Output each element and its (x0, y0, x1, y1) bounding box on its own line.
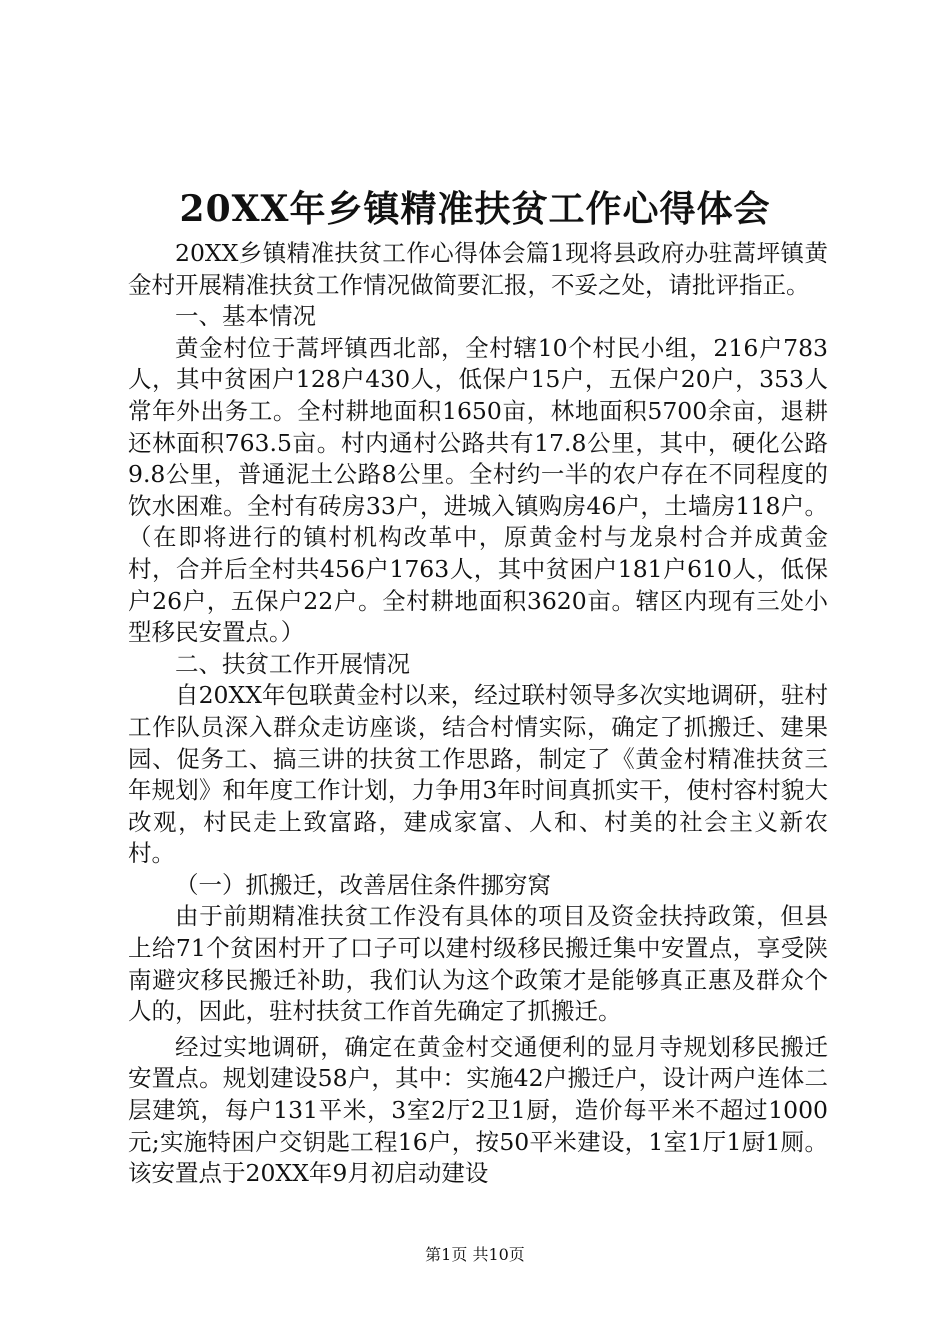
document-title: 20XX年乡镇精准扶贫工作心得体会 (179, 188, 771, 230)
document-body (128, 238, 828, 1190)
paragraph-relocation-policy: 由于前期精准扶贫工作没有具体的项目及资金扶持政策，但县上给71个贫困村开了口子可以建村级移民搬迁集中安置点，享受陕南避灾移民搬迁补助，我们认为这个政策才是能够真正惠及群众个人的，因此，驻村扶贫工作首先确定了抓搬迁。 (128, 902, 828, 1026)
paragraph-relocation-plan: 经过实地调研，确定在黄金村交通便利的显月寺规划移民搬迁安置点。规划建设58户，其中：实施42户搬迁户，设计两户连体二层建筑，每户131平米，3室2厅2卫1厨，造价每平米不超过1000元;实施特困户交钥匙工程16户，按50平米建设，1室1厅1厨1厕。该安置点于20XX年9月初启动建设 (128, 1032, 828, 1188)
section-heading-basic: 一、基本情况 (175, 302, 316, 331)
paragraph-intro: 20XX乡镇精准扶贫工作心得体会篇1现将县政府办驻蒿坪镇黄金村开展精准扶贫工作情况做简要汇报，不妥之处，请批评指正。 (128, 239, 828, 299)
page-number: 第1页 共10页 (425, 1245, 525, 1264)
subsection-heading-relocation: （一）抓搬迁，改善居住条件挪穷窝 (175, 870, 551, 899)
section-heading-work: 二、扶贫工作开展情况 (175, 649, 410, 678)
paragraph-basic-info: 黄金村位于蒿坪镇西北部，全村辖10个村民小组，216户783人，其中贫困户128户430人，低保户15户，五保户20户，353人常年外出务工。全村耕地面积1650亩，林地面积5700余亩，退耕还林面积763.5亩。村内通村公路共有17.8公里，其中，硬化公路9.8公里，普通泥土公路8公里。全村约一半的农户存在不同程度的饮水困难。全村有砖房33户，进城入镇购房46户，土墙房118户。（在即将进行的镇村机构改革中，原黄金村与龙泉村合并成黄金村，合并后全村共456户1763人，其中贫困户181户610人，低保户26户，五保户22户。全村耕地面积3620亩。辖区内现有三处小型移民安置点。） (128, 333, 828, 647)
paragraph-work-overview: 自20XX年包联黄金村以来，经过联村领导多次实地调研，驻村工作队员深入群众走访座谈，结合村情实际，确定了抓搬迁、建果园、促务工、搞三讲的扶贫工作思路，制定了《黄金村精准扶贫三年规划》和年度工作计划，力争用3年时间真抓实干，使村容村貌大改观，村民走上致富路，建成家富、人和、村美的社会主义新农村。 (128, 681, 828, 868)
